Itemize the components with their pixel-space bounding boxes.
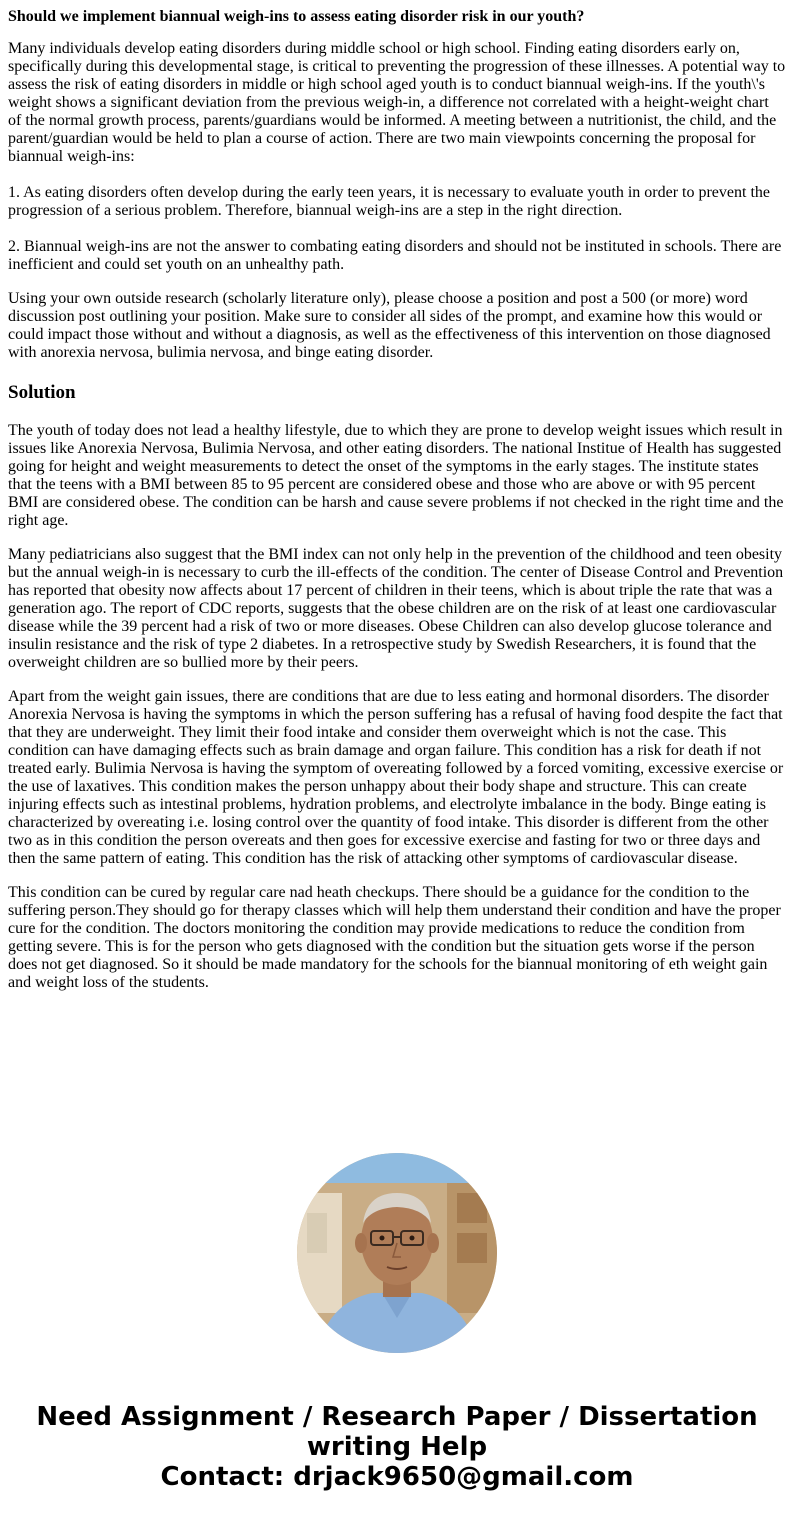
question-paragraph: Using your own outside research (scholarly literature only), please choose a position and post a 500 (or more) word discussion post outlining your position. Make sure to consider all sides of the prompt, and examine how this would or could impact those without and without a diagnosis, as well as the effectiveness of this intervention on those diagnosed with anorexia nervosa, bulimia nervosa, and binge eating disorder. [8, 290, 771, 361]
solution-heading: Solution [8, 382, 76, 403]
promo-line-2: writing Help [306, 1432, 488, 1462]
author-portrait-image [297, 1153, 497, 1353]
question-title: Should we implement biannual weigh-ins to assess eating disorder risk in our youth? [8, 8, 585, 25]
solution-paragraph: Many pediatricians also suggest that the BMI index can not only help in the prevention of the childhood and teen obesity but the annual weigh-in is necessary to curb the ill-effects of the condition. The center of Disease Control and Prevention has reported that obesity now affects about 17 percent of children in their teens, which is about triple the rate that was a generation ago. The report of CDC reports, suggests that the obese children are on the risk of at least one cardiovascular disease while the 39 percent had a risk of two or more diseases. Obese Children can also develop glucose tolerance and insulin resistance and the risk of type 2 diabetes. In a retrospective study by Swedish Researchers, it is found that the overweight children are so bullied more by their peers. [8, 546, 784, 671]
promo-banner [0, 1402, 794, 1492]
document-body [8, 0, 786, 992]
solution-paragraph: This condition can be cured by regular care nad heath checkups. There should be a guidance for the condition to the suffering person.They should go for therapy classes which will help them understand their condition and have the proper cure for the condition. The doctors monitoring the condition may provide medications to reduce the condition from getting severe. This is for the person who gets diagnosed with the condition but the situation gets worse if the person does not get diagnosed. So it should be made mandatory for the schools for the biannual monitoring of eth weight gain and weight loss of the students. [8, 884, 781, 991]
promo-contact: Contact: drjack9650@gmail.com [160, 1462, 634, 1492]
solution-paragraph: The youth of today does not lead a healthy lifestyle, due to which they are prone to develop weight issues which result in issues like Anorexia Nervosa, Bulimia Nervosa, and other eating disorders. The national Institue of Health has suggested going for height and weight measurements to detect the onset of the symptoms in the early stages. The institute states that the teens with a BMI between 85 to 95 percent are considered obese and those who are above or with 95 percent BMI are considered obese. The condition can be harsh and cause severe problems if not checked in the right time and the right age. [8, 422, 784, 529]
solution-paragraph: Apart from the weight gain issues, there are conditions that are due to less eating and hormonal disorders. The disorder Anorexia Nervosa is having the symptoms in which the person suffering has a refusal of having food despite the fact that that they are underweight. They limit their food intake and consider them overweight which is not the case. This condition can have damaging effects such as brain damage and organ failure. This condition has a risk for death if not treated early. Bulimia Nervosa is having the symptom of overeating followed by a forced vomiting, excessive exercise or the use of laxatives. This condition makes the person unhappy about their body shape and structure. This can create injuring effects such as intestinal problems, hydration problems, and electrolyte imbalance in the body. Binge eating is characterized by overeating i.e. losing control over the quantity of food intake. This disorder is different from the other two as in this condition the person overeats and then goes for excessive exercise and fasting for two or three days and then the same pattern of eating. This condition has the risk of attacking other symptoms of cardiovascular disease. [8, 688, 784, 867]
promo-line-1: Need Assignment / Research Paper / Dissertation [36, 1402, 758, 1432]
author-avatar [297, 1153, 497, 1353]
question-paragraph: Many individuals develop eating disorders during middle school or high school. Finding eating disorders early on, specifically during this developmental stage, is critical to preventing the progression of these illnesses. A potential way to assess the risk of eating disorders in middle or high school aged youth is to conduct biannual weigh-ins. If the youth\'s weight shows a significant deviation from the previous weigh-in, a difference not correlated with a height-weight chart of the normal growth process, parents/guardians would be informed. A meeting between a nutritionist, the child, and the parent/guardian would be held to plan a course of action. There are two main viewpoints concerning the proposal for biannual weigh-ins: 1. As eating disorders often develop during the early teen years, it is necessary to evaluate youth in order to prevent the progression of a serious problem. Therefore, biannual weigh-ins are a step in the right direction. 2. Biannual weigh-ins are not the answer to combating eating disorders and should not be instituted in schools. There are inefficient and could set youth on an unhealthy path. [8, 40, 786, 273]
